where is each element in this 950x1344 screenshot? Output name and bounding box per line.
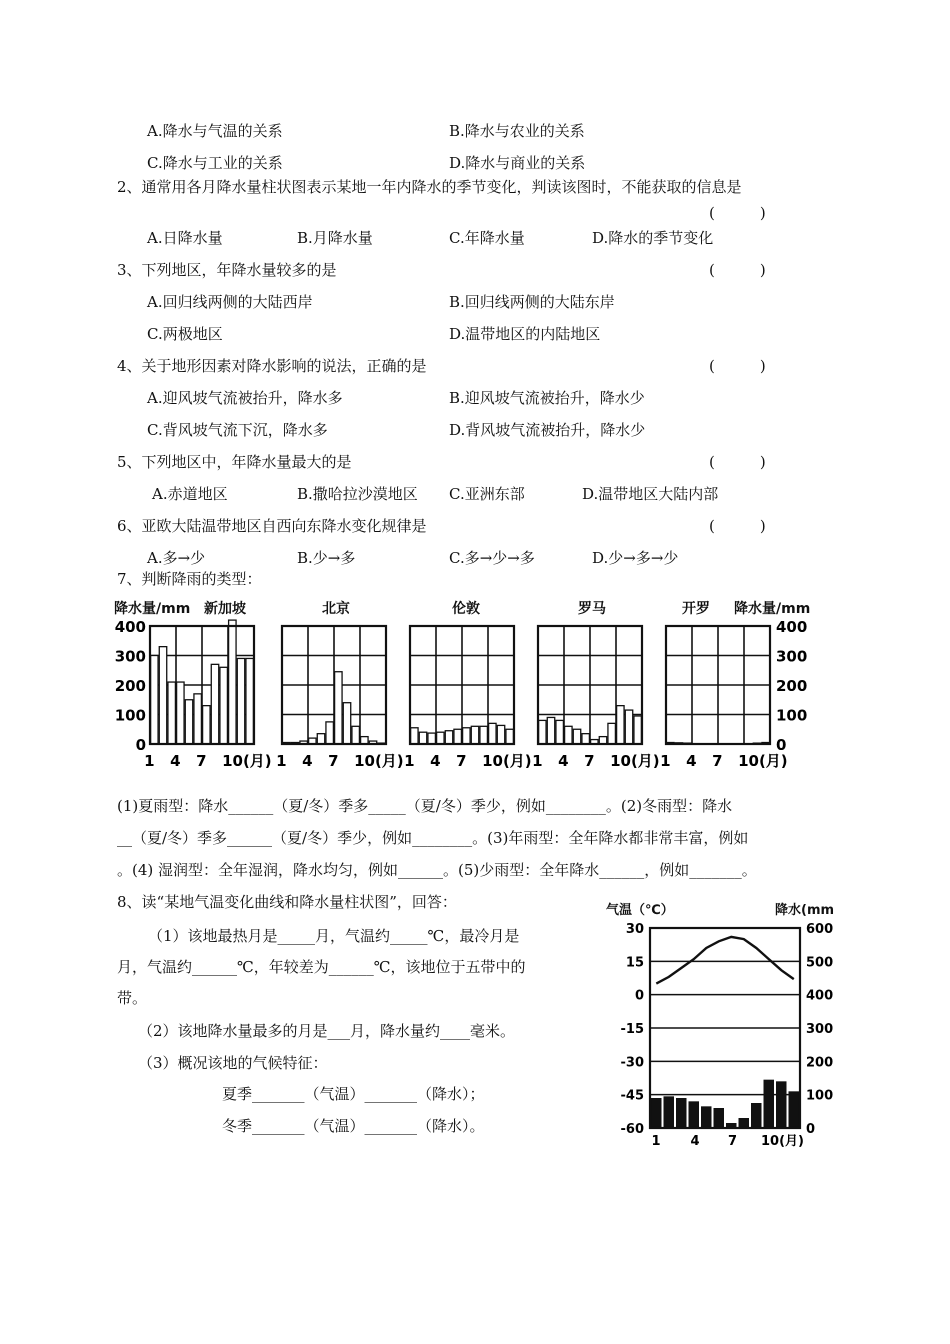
q5-option-b: B.撒哈拉沙漠地区 bbox=[297, 485, 418, 503]
x-tick-label: 1 bbox=[276, 752, 287, 770]
left-axis-label: 降水量/mm bbox=[114, 601, 191, 617]
x-tick-label: 10(月) bbox=[761, 1134, 804, 1149]
q3-option-b: B.回归线两侧的大陆东岸 bbox=[449, 293, 615, 311]
precipitation-bar bbox=[159, 647, 166, 744]
precipitation-bar bbox=[582, 734, 589, 744]
q7-line-3: 。(4) 湿润型：全年湿润，降水均匀，例如______。(5)少雨型：全年降水______，例如_______。 bbox=[117, 861, 757, 879]
x-tick-label: 7 bbox=[712, 752, 723, 770]
x-tick-label: 4 bbox=[430, 752, 441, 770]
precipitation-bar bbox=[246, 658, 253, 744]
precipitation-bar bbox=[335, 672, 342, 744]
x-tick-label: 7 bbox=[196, 752, 207, 770]
x-tick-label: 10(月) bbox=[610, 752, 660, 770]
precipitation-bar bbox=[463, 728, 470, 744]
q8-part1-line-a: （1）该地最热月是_____月，气温约_____℃，最冷月是 bbox=[148, 927, 520, 945]
precipitation-bar bbox=[573, 729, 580, 744]
q8-winter-line: 冬季_______（气温）_______（降水）。 bbox=[222, 1117, 485, 1135]
precipitation-tick-label: 500 bbox=[806, 955, 834, 971]
precipitation-bar bbox=[714, 1108, 725, 1128]
precipitation-tick-label: 200 bbox=[806, 1055, 834, 1071]
precipitation-bar bbox=[608, 723, 615, 744]
precipitation-bar bbox=[343, 703, 350, 744]
precipitation-bar bbox=[445, 731, 452, 744]
q5-stem: 5、下列地区中，年降水量最大的是 bbox=[117, 453, 352, 471]
right-axis-label: 降水量/mm bbox=[734, 601, 811, 617]
precipitation-chart bbox=[276, 626, 404, 770]
precipitation-axis-label: 降水(mm bbox=[775, 903, 835, 918]
x-tick-label: 4 bbox=[558, 752, 569, 770]
x-tick-label: 4 bbox=[170, 752, 181, 770]
q5-option-d: D.温带地区大陆内部 bbox=[582, 485, 719, 503]
q1-option-a: A.降水与气温的关系 bbox=[147, 122, 283, 140]
q6-option-c: C.多→少→多 bbox=[449, 549, 535, 567]
q5-option-a: A.赤道地区 bbox=[152, 485, 228, 503]
precipitation-bar bbox=[428, 733, 435, 744]
q6-answer-paren: ( ) bbox=[709, 517, 766, 535]
q7-line-2: __（夏/冬）季多______（夏/冬）季少，例如________。(3)年雨型：全年降水都非常丰富，例如 bbox=[117, 829, 749, 847]
precipitation-bar bbox=[211, 664, 218, 744]
precipitation-bar bbox=[411, 728, 418, 744]
x-tick-label: 10(月) bbox=[354, 752, 404, 770]
q5-option-c: C.亚洲东部 bbox=[449, 485, 525, 503]
precipitation-charts-svg bbox=[112, 594, 812, 774]
precipitation-bar bbox=[480, 726, 487, 744]
precipitation-bar bbox=[547, 717, 554, 744]
q4-option-b: B.迎风坡气流被抬升，降水少 bbox=[449, 389, 645, 407]
precipitation-bar bbox=[185, 700, 192, 744]
temperature-tick-label: -45 bbox=[620, 1088, 644, 1104]
q2-option-b: B.月降水量 bbox=[297, 229, 373, 247]
precipitation-bar bbox=[599, 737, 606, 744]
precipitation-chart bbox=[660, 626, 788, 770]
q4-stem: 4、关于地形因素对降水影响的说法，正确的是 bbox=[117, 357, 427, 375]
q2-stem: 2、通常用各月降水量柱状图表示某地一年内降水的季节变化，判读该图时，不能获取的信息是 bbox=[117, 178, 742, 196]
q7-stem: 7、判断降雨的类型： bbox=[117, 570, 262, 588]
x-tick-label: 4 bbox=[686, 752, 697, 770]
precipitation-bar bbox=[151, 656, 158, 745]
precipitation-tick-label: 0 bbox=[806, 1122, 816, 1137]
precipitation-bar bbox=[556, 720, 563, 744]
precipitation-bar bbox=[419, 732, 426, 744]
climate-chart-figure bbox=[600, 895, 850, 1150]
climate-chart-svg bbox=[600, 895, 850, 1150]
precipitation-tick-label: 300 bbox=[806, 1022, 834, 1037]
temperature-tick-label: 0 bbox=[634, 988, 644, 1004]
precipitation-bar bbox=[177, 682, 184, 744]
precipitation-bar bbox=[676, 1098, 687, 1128]
x-tick-label: 1 bbox=[404, 752, 415, 770]
precipitation-bar bbox=[361, 737, 368, 744]
y-tick-label: 200 bbox=[114, 677, 146, 695]
x-tick-label: 10(月) bbox=[222, 752, 272, 770]
chart-title: 开罗 bbox=[682, 601, 710, 617]
x-tick-label: 10(月) bbox=[738, 752, 788, 770]
q8-stem: 8、读“某地气温变化曲线和降水量柱状图”，回答： bbox=[117, 893, 457, 911]
x-tick-label: 10(月) bbox=[482, 752, 532, 770]
precipitation-bar bbox=[664, 1096, 675, 1128]
x-tick-label: 7 bbox=[328, 752, 339, 770]
temperature-tick-label: 30 bbox=[625, 922, 644, 937]
temperature-tick-label: 15 bbox=[625, 955, 644, 971]
q1-option-c: C.降水与工业的关系 bbox=[147, 154, 283, 172]
q8-part3: （3）概况该地的气候特征： bbox=[138, 1054, 328, 1072]
precipitation-bar bbox=[565, 726, 572, 744]
precipitation-bar bbox=[689, 1101, 700, 1128]
chart-title: 新加坡 bbox=[204, 601, 246, 617]
y-tick-label: 0 bbox=[776, 736, 787, 754]
q6-option-b: B.少→多 bbox=[297, 549, 356, 567]
precipitation-bar bbox=[739, 1118, 750, 1128]
precipitation-charts-figure bbox=[112, 594, 812, 774]
q1-option-b: B.降水与农业的关系 bbox=[449, 122, 585, 140]
y-tick-label: 200 bbox=[776, 677, 808, 695]
q2-option-c: C.年降水量 bbox=[449, 229, 525, 247]
precipitation-bar bbox=[634, 716, 641, 744]
precipitation-tick-label: 100 bbox=[806, 1088, 834, 1104]
q8-part1-line-c: 带。 bbox=[117, 989, 148, 1007]
temperature-tick-label: -60 bbox=[620, 1122, 644, 1137]
q8-summer-line: 夏季_______（气温）_______（降水）； bbox=[222, 1085, 485, 1103]
x-tick-label: 1 bbox=[651, 1134, 661, 1149]
precipitation-bar bbox=[317, 734, 324, 744]
precipitation-tick-label: 600 bbox=[806, 922, 834, 937]
temperature-tick-label: -30 bbox=[620, 1055, 644, 1071]
precipitation-bar bbox=[751, 1103, 762, 1128]
precipitation-bar bbox=[497, 725, 504, 744]
chart-title: 北京 bbox=[322, 601, 350, 617]
precipitation-bar bbox=[203, 706, 210, 744]
precipitation-bar bbox=[625, 710, 632, 744]
x-tick-label: 1 bbox=[532, 752, 543, 770]
y-tick-label: 100 bbox=[776, 706, 808, 725]
precipitation-bar bbox=[237, 658, 244, 744]
precipitation-bar bbox=[352, 726, 359, 744]
precipitation-bar bbox=[701, 1106, 712, 1128]
q5-answer-paren: ( ) bbox=[709, 453, 766, 471]
q6-option-a: A.多→少 bbox=[147, 549, 206, 567]
x-tick-label: 7 bbox=[728, 1134, 738, 1149]
chart-title: 伦敦 bbox=[452, 601, 480, 617]
precipitation-chart bbox=[532, 626, 660, 770]
q2-option-d: D.降水的季节变化 bbox=[592, 229, 714, 247]
precipitation-bar bbox=[506, 729, 513, 744]
q4-option-d: D.背风坡气流被抬升，降水少 bbox=[449, 421, 646, 439]
y-tick-label: 300 bbox=[114, 647, 146, 666]
precipitation-chart bbox=[144, 620, 272, 770]
precipitation-bar bbox=[776, 1081, 787, 1128]
precipitation-bar bbox=[194, 694, 201, 744]
precipitation-bar bbox=[617, 706, 624, 744]
q8-part1-line-b: 月，气温约______℃，年较差为______℃，该地位于五带中的 bbox=[117, 958, 526, 976]
y-tick-label: 0 bbox=[135, 736, 146, 754]
q2-option-a: A.日降水量 bbox=[147, 229, 223, 247]
temperature-tick-label: -15 bbox=[620, 1022, 644, 1037]
q7-line-1: (1)夏雨型：降水______（夏/冬）季多_____（夏/冬）季少，例如________。(2)冬雨型：降水 bbox=[117, 797, 733, 815]
q4-option-c: C.背风坡气流下沉，降水多 bbox=[147, 421, 328, 439]
precipitation-bar bbox=[229, 620, 236, 744]
x-tick-label: 7 bbox=[584, 752, 595, 770]
precipitation-bar bbox=[789, 1091, 800, 1128]
x-tick-label: 7 bbox=[456, 752, 467, 770]
precipitation-chart bbox=[404, 626, 532, 770]
chart-title: 罗马 bbox=[578, 601, 606, 617]
y-tick-label: 300 bbox=[776, 647, 808, 666]
precipitation-bar bbox=[454, 729, 461, 744]
precipitation-bar bbox=[326, 722, 333, 744]
x-tick-label: 4 bbox=[690, 1134, 700, 1149]
temperature-curve bbox=[656, 937, 794, 984]
precipitation-bar bbox=[168, 682, 175, 744]
y-tick-label: 100 bbox=[114, 706, 146, 725]
q3-answer-paren: ( ) bbox=[709, 261, 766, 279]
precipitation-bar bbox=[489, 723, 496, 744]
q3-option-a: A.回归线两侧的大陆西岸 bbox=[147, 293, 313, 311]
x-tick-label: 1 bbox=[660, 752, 671, 770]
q4-answer-paren: ( ) bbox=[709, 357, 766, 375]
q6-option-d: D.少→多→少 bbox=[592, 549, 679, 567]
q3-stem: 3、下列地区，年降水量较多的是 bbox=[117, 261, 337, 279]
precipitation-bar bbox=[437, 732, 444, 744]
precipitation-bar bbox=[220, 667, 227, 744]
precipitation-bar bbox=[471, 726, 478, 744]
q8-part2: （2）该地降水量最多的月是___月，降水量约____毫米。 bbox=[138, 1022, 516, 1040]
precipitation-tick-label: 400 bbox=[806, 988, 834, 1004]
x-tick-label: 1 bbox=[144, 752, 155, 770]
precipitation-bar bbox=[539, 720, 546, 744]
y-tick-label: 400 bbox=[114, 618, 146, 636]
q2-answer-paren: ( ) bbox=[709, 204, 766, 222]
x-tick-label: 4 bbox=[302, 752, 313, 770]
temperature-axis-label: 气温（℃） bbox=[606, 903, 674, 918]
q3-option-c: C.两极地区 bbox=[147, 325, 223, 343]
q3-option-d: D.温带地区的内陆地区 bbox=[449, 325, 601, 343]
q4-option-a: A.迎风坡气流被抬升，降水多 bbox=[147, 389, 343, 407]
q1-option-d: D.降水与商业的关系 bbox=[449, 154, 586, 172]
precipitation-bar bbox=[764, 1080, 775, 1128]
precipitation-bar bbox=[651, 1098, 662, 1128]
y-tick-label: 400 bbox=[776, 618, 808, 636]
q6-stem: 6、亚欧大陆温带地区自西向东降水变化规律是 bbox=[117, 517, 427, 535]
